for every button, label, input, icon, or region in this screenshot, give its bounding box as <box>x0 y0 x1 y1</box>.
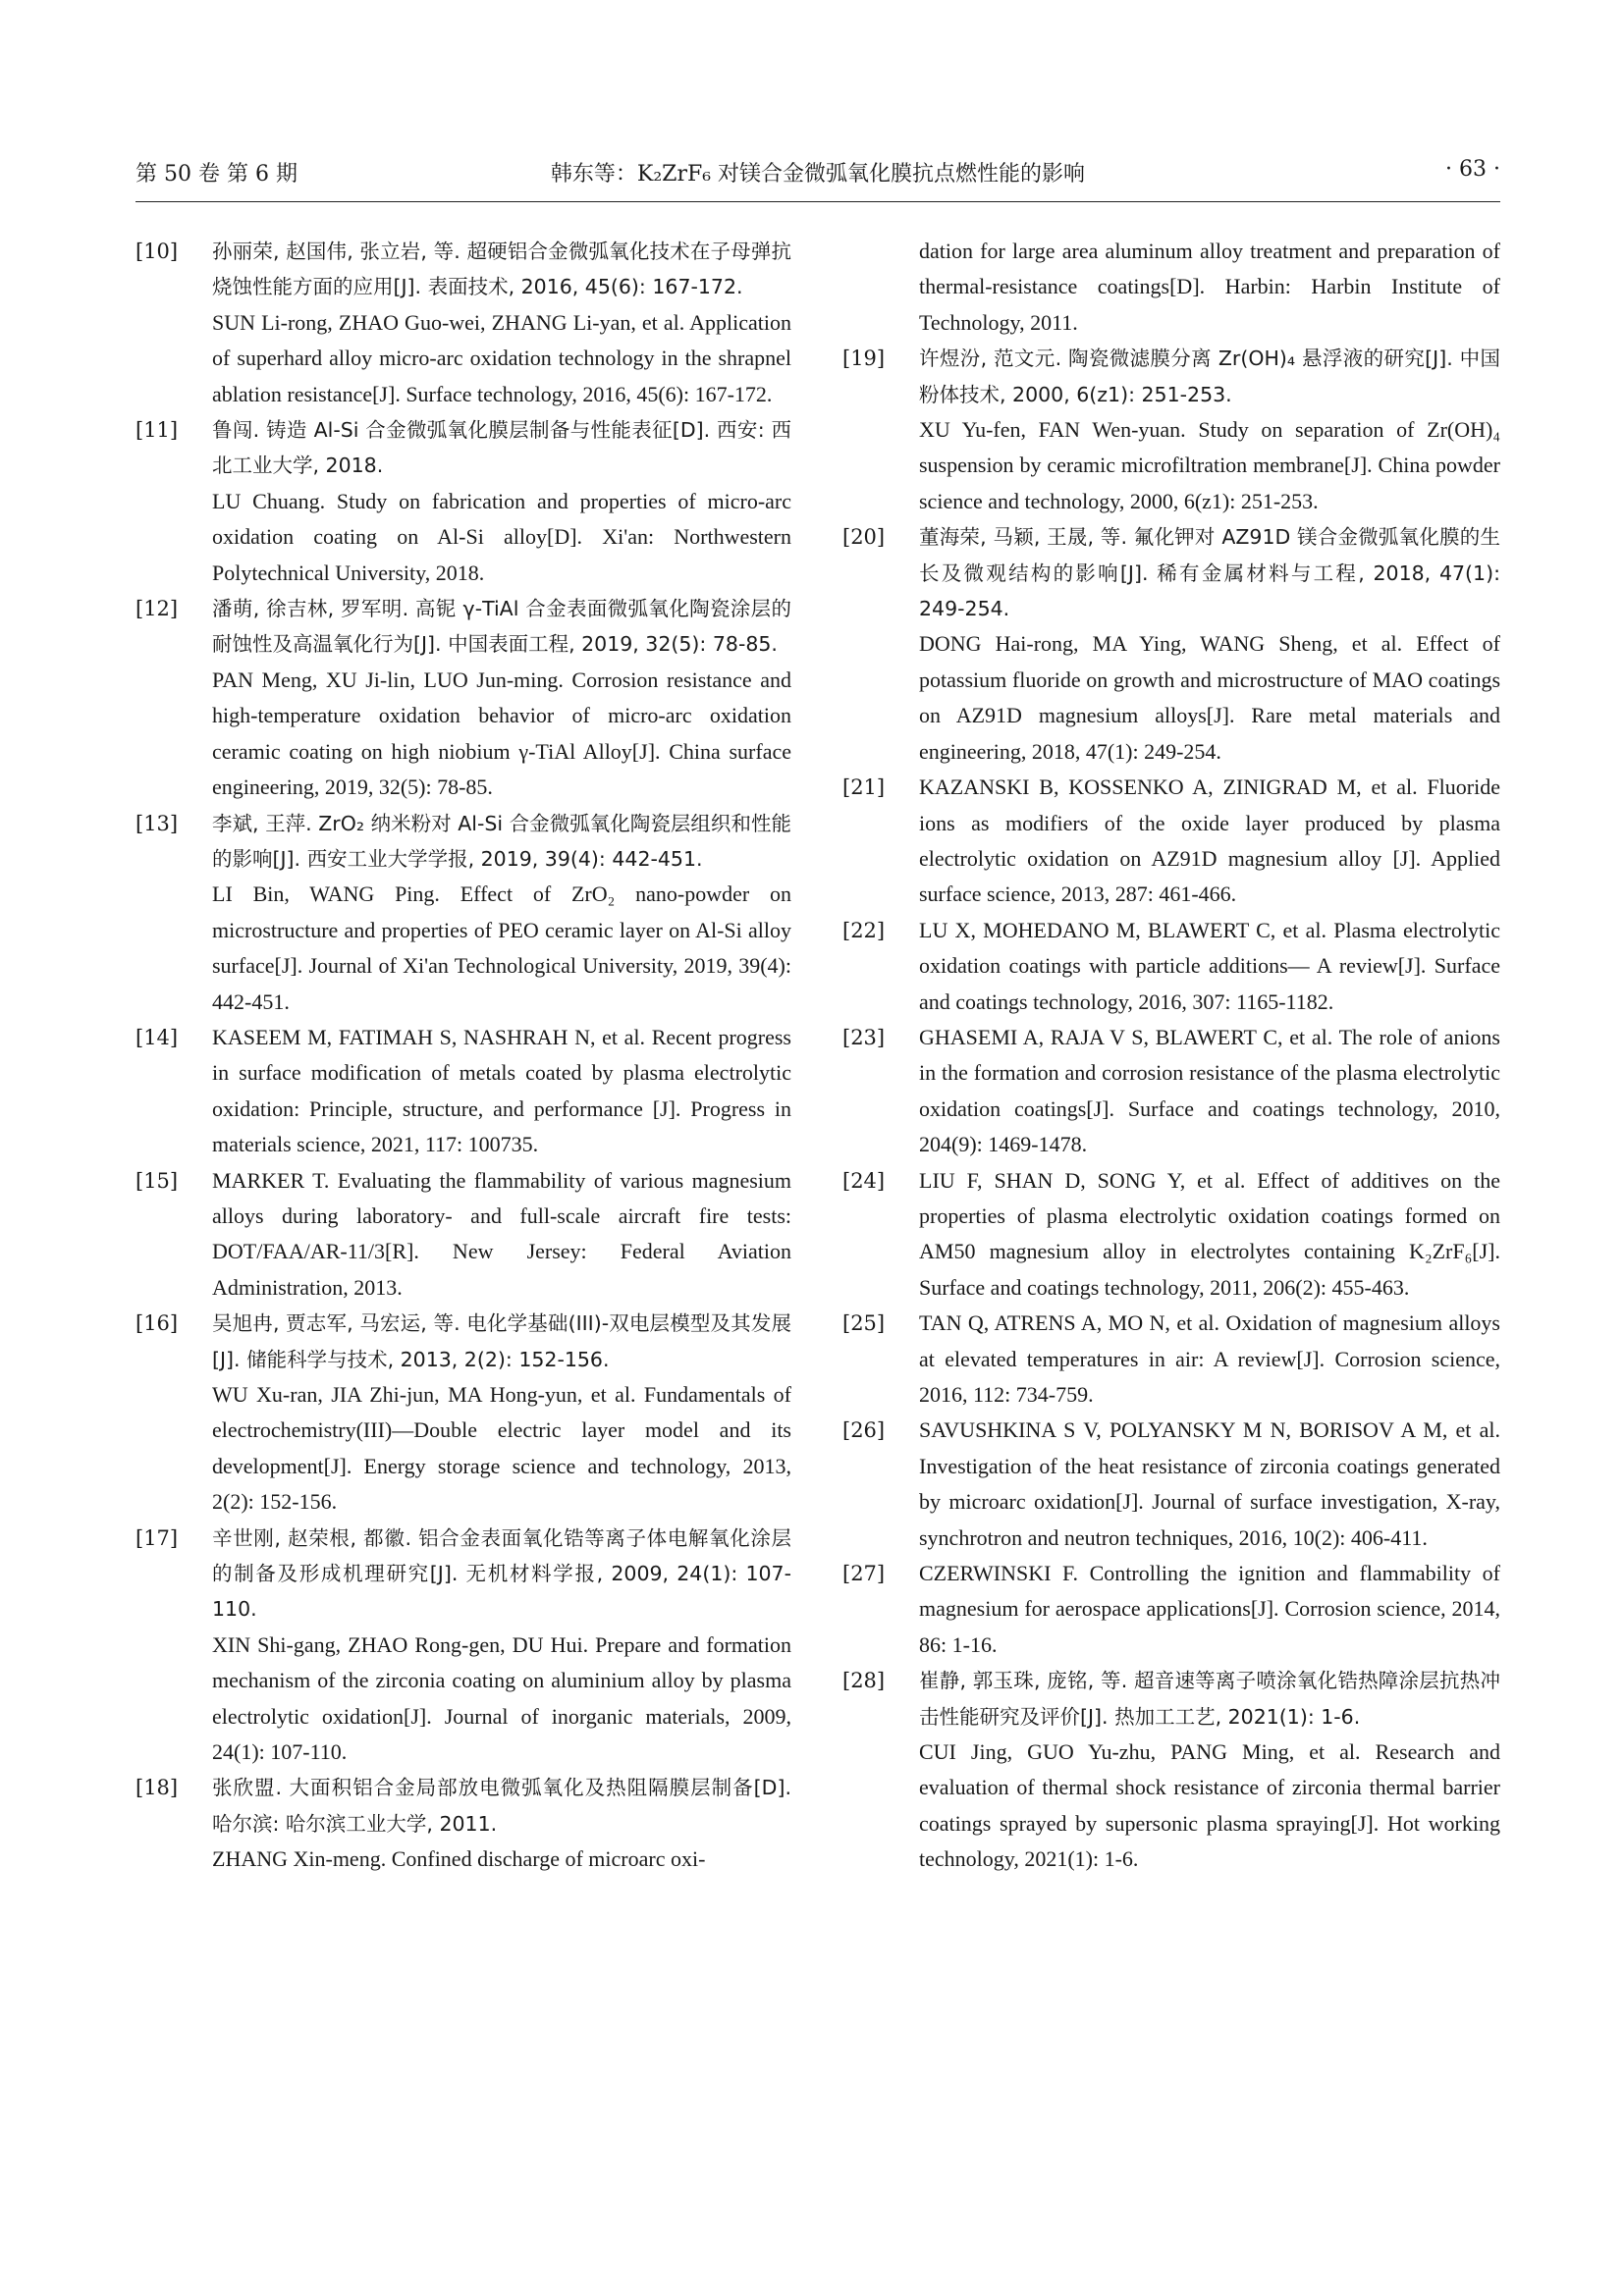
reference-chinese-text: 崔静, 郭玉珠, 庞铭, 等. 超音速等离子喷涂氧化锆热障涂层抗热冲击性能研究及评价[J]. 热加工工艺, 2021(1): 1-6. <box>919 1669 1500 1729</box>
reference-english-text: DONG Hai-rong, MA Ying, WANG Sheng, et al. Effect of potassium fluoride on growth and microstructure of MAO coatings on AZ91D magnesium alloys[J]. Rare metal materials and engineering, 2018, 47(1): 249-254. <box>919 631 1500 764</box>
reference-chinese-text: 李斌, 王萍. ZrO₂ 纳米粉对 Al-Si 合金微弧氧化陶瓷层组织和性能的影响[J]. 西安工业大学学报, 2019, 39(4): 442-451. <box>212 811 791 871</box>
reference-english-text: LIU F, SHAN D, SONG Y, et al. Effect of additives on the properties of plasma electrolytic oxidation coatings formed on AM50 magnesium alloy in electrolytes containing K₂ZrF₆[J]. Surface and coatings technology, 2011, 206(2): 455-463. <box>919 1167 1500 1300</box>
reference-number: [27] <box>842 1562 886 1586</box>
volume-issue: 第 50 卷 第 6 期 <box>135 162 298 187</box>
references-right-column <box>842 234 1500 1878</box>
reference-english-text: SAVUSHKINA S V, POLYANSKY M N, BORISOV A M, et al. Investigation of the heat resistance of zirconia coatings generated by microarc oxidation[J]. Journal of surface investigation, X-ray, synchrotron and neutron techniques, 2016, 10(2): 406-411. <box>919 1417 1500 1550</box>
reference-chinese-text: 董海荣, 马颖, 王晟, 等. 氟化钾对 AZ91D 镁合金微弧氧化膜的生长及微观结构的影响[J]. 稀有金属材料与工程, 2018, 47(1): 249-254. <box>919 525 1500 621</box>
reference-chinese-text: 吴旭冉, 贾志军, 马宏运, 等. 电化学基础(III)-双电层模型及其发展[J]. 储能科学与技术, 2013, 2(2): 152-156. <box>212 1311 791 1371</box>
reference-number: [23] <box>842 1025 886 1049</box>
reference-number: [28] <box>842 1669 886 1693</box>
reference-english-text: XIN Shi-gang, ZHAO Rong-gen, DU Hui. Prepare and formation mechanism of the zirconia coating on aluminium alloy by plasma electrolytic oxidation[J]. Journal of inorganic materials, 2009, 24(1): 107-110. <box>212 1631 791 1765</box>
reference-english-text: ZHANG Xin-meng. Confined discharge of microarc oxi- <box>212 1846 706 1872</box>
reference-chinese-text: 张欣盟. 大面积铝合金局部放电微弧氧化及热阻隔膜层制备[D]. 哈尔滨: 哈尔滨工业大学, 2011. <box>212 1776 791 1836</box>
reference-item <box>842 1163 1500 1307</box>
reference-english-text: SUN Li-rong, ZHAO Guo-wei, ZHANG Li-yan, et al. Application of superhard alloy micro-arc oxidation technology in the shrapnel ablation resistance[J]. Surface technology, 2016, 45(6): 167-172. <box>212 309 791 406</box>
reference-item <box>842 913 1500 1020</box>
reference-number: [25] <box>842 1311 886 1336</box>
reference-english-text: MARKER T. Evaluating the flammability of various magnesium alloys during laboratory- and full-scale aircraft fire tests: DOT/FAA/AR-11/3[R]. New Jersey: Federal Aviation Administration, 2013. <box>212 1167 791 1300</box>
reference-number: [10] <box>135 240 179 263</box>
reference-number: [17] <box>135 1525 179 1550</box>
reference-item <box>135 1163 791 1307</box>
page-number: · 63 · <box>1445 157 1500 182</box>
reference-item <box>842 770 1500 913</box>
reference-item <box>135 412 791 591</box>
reference-number: [21] <box>842 775 886 800</box>
reference-number: [26] <box>842 1418 886 1443</box>
reference-item <box>842 1413 1500 1556</box>
reference-number: [18] <box>135 1776 179 1800</box>
reference-chinese-text: 潘萌, 徐吉林, 罗军明. 高铌 γ-TiAl 合金表面微弧氧化陶瓷涂层的耐蚀性及高温氧化行为[J]. 中国表面工程, 2019, 32(5): 78-85. <box>212 597 791 657</box>
reference-english-text: GHASEMI A, RAJA V S, BLAWERT C, et al. The role of anions in the formation and corrosion resistance of the plasma electrolytic oxidation coatings[J]. Surface and coatings technology, 2010, 204(9): 1469-1478. <box>919 1024 1500 1157</box>
reference-number: [16] <box>135 1311 179 1336</box>
reference-chinese-text: 鲁闯. 铸造 Al-Si 合金微弧氧化膜层制备与性能表征[D]. 西安: 西北工业大学, 2018. <box>212 418 791 478</box>
reference-english-text: CUI Jing, GUO Yu-zhu, PANG Ming, et al. Research and evaluation of thermal shock resistance of zirconia thermal barrier coatings sprayed by supersonic plasma spraying[J]. Hot working technology, 2021(1): 1-6. <box>919 1739 1500 1872</box>
header-rule <box>135 201 1500 202</box>
reference-number: [12] <box>135 597 179 621</box>
reference-english-text: WU Xu-ran, JIA Zhi-jun, MA Hong-yun, et al. Fundamentals of electrochemistry(III)—Double electric layer model and its development[J]. Energy storage science and technology, 2013, 2(2): 152-156. <box>212 1382 791 1515</box>
reference-item <box>135 234 791 412</box>
reference-item <box>135 1770 791 1877</box>
reference-chinese-text: 孙丽荣, 赵国伟, 张立岩, 等. 超硬铝合金微弧氧化技术在子母弹抗烧蚀性能方面的应用[J]. 表面技术, 2016, 45(6): 167-172. <box>212 240 791 299</box>
reference-item <box>842 519 1500 770</box>
reference-english-text: TAN Q, ATRENS A, MO N, et al. Oxidation of magnesium alloys at elevated temperatures in air: A review[J]. Corrosion science, 2016, 112: 734-759. <box>919 1310 1500 1407</box>
reference-english-text: LI Bin, WANG Ping. Effect of ZrO₂ nano-powder on microstructure and properties of PEO ceramic layer on Al-Si alloy surface[J]. Journal of Xi'an Technological University, 2019, 39(4): 442-451. <box>212 881 791 1014</box>
reference-item <box>135 1306 791 1520</box>
reference-english-text: LU Chuang. Study on fabrication and properties of micro-arc oxidation coating on Al-Si alloy[D]. Xi'an: Northwestern Polytechnical University, 2018. <box>212 488 791 585</box>
running-header <box>135 157 1500 196</box>
reference-number: [19] <box>842 347 886 371</box>
reference-number: [22] <box>842 918 886 942</box>
reference-number: [11] <box>135 418 179 443</box>
reference-number: [20] <box>842 525 886 550</box>
reference-item <box>135 1020 791 1163</box>
reference-item <box>842 341 1500 519</box>
reference-item <box>842 1020 1500 1163</box>
reference-number: [15] <box>135 1168 179 1193</box>
reference-item <box>135 1521 791 1771</box>
reference-item <box>842 1556 1500 1663</box>
reference-chinese-text: 许煜汾, 范文元. 陶瓷微滤膜分离 Zr(OH)₄ 悬浮液的研究[J]. 中国粉体技术, 2000, 6(z1): 251-253. <box>919 347 1500 406</box>
reference-english-text: XU Yu-fen, FAN Wen-yuan. Study on separation of Zr(OH)₄ suspension by ceramic microfiltration membrane[J]. China powder science and technology, 2000, 6(z1): 251-253. <box>919 417 1500 513</box>
reference-item <box>135 806 791 1020</box>
running-title: 韩东等：K₂ZrF₆ 对镁合金微弧氧化膜抗点燃性能的影响 <box>550 162 1086 187</box>
reference-english-text: PAN Meng, XU Ji-lin, LUO Jun-ming. Corrosion resistance and high-temperature oxidation behavior of micro-arc oxidation ceramic coating on high niobium γ-TiAl Alloy[J]. China surface engineering, 2019, 32(5): 78-85. <box>212 667 791 800</box>
references-left-column <box>135 234 791 1878</box>
reference-continuation: dation for large area aluminum alloy treatment and preparation of thermal-resistance coatings[D]. Harbin: Harbin Institute of Technology, 2011. <box>919 239 1500 335</box>
reference-english-text: KAZANSKI B, KOSSENKO A, ZINIGRAD M, et al. Fluoride ions as modifiers of the oxide layer produced by plasma electrolytic oxidation on AZ91D magnesium alloy [J]. Applied surface science, 2013, 287: 461-466. <box>919 774 1500 907</box>
reference-item <box>135 591 791 805</box>
reference-item <box>842 1663 1500 1877</box>
reference-chinese-text: 辛世刚, 赵荣根, 都徽. 铝合金表面氧化锆等离子体电解氧化涂层的制备及形成机理研究[J]. 无机材料学报, 2009, 24(1): 107-110. <box>212 1525 791 1622</box>
reference-number: [14] <box>135 1025 179 1049</box>
reference-number: [24] <box>842 1168 886 1193</box>
reference-english-text: LU X, MOHEDANO M, BLAWERT C, et al. Plasma electrolytic oxidation coatings with particle additions— A review[J]. Surface and coatings technology, 2016, 307: 1165-1182. <box>919 917 1500 1014</box>
reference-item <box>842 1306 1500 1413</box>
reference-english-text: KASEEM M, FATIMAH S, NASHRAH N, et al. Recent progress in surface modification of metals coated by plasma electrolytic oxidation: Principle, structure, and performance [J]. Progress in materials science, 2021, 117: 100735. <box>212 1024 791 1157</box>
reference-number: [13] <box>135 811 179 835</box>
reference-english-text: CZERWINSKI F. Controlling the ignition and flammability of magnesium for aerospace applications[J]. Corrosion science, 2014, 86: 1-16. <box>919 1561 1500 1657</box>
